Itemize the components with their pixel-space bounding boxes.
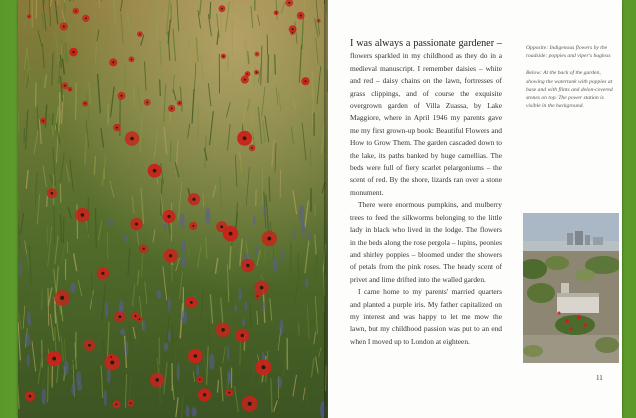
left-page-photo-poppy-field xyxy=(18,0,328,418)
caption-below: Below: At the back of the garden, showing the watertank with poppies at base and with flints and delon-covered stones on top. The power station is visible in the background. xyxy=(526,70,613,110)
body-text xyxy=(350,38,502,348)
garden-inset-photo xyxy=(523,213,619,363)
book-spread xyxy=(18,0,622,418)
paragraph-3: I came home to my parents' married quarters and planted a purple iris. My father capitalized on my interest and was happy to let me mow the lawn, but my childhood passion was put to an end when I moved up to London at eighteen. xyxy=(350,287,502,346)
paragraph-1 xyxy=(350,38,502,199)
caption-column xyxy=(526,44,614,119)
paragraph-text: flowers sparkled in my childhood as they do in a medieval manuscript. I remember daisies – white and red – daisy chains on the lawn, fortresses of grass clippings, and of course the exquisite overgrown garden of Villa Zuassa, by Lake Maggiore, where in April 1946 my parents gave me my first grown-up book: Beautiful Flowers and How to Grow Them. The garden cascaded down to the lake, its paths banked by huge camellias. The beds were full of fiery scarlet pelargoniums – the scent of red. By the shore, lizards ran over a stone monument. xyxy=(350,51,502,197)
right-page xyxy=(328,0,622,418)
poppy-field-photo xyxy=(18,0,328,418)
caption-opposite: Opposite: Indigenous flowers by the roadside: poppies and viper's bugloss xyxy=(526,45,611,60)
paragraph-lead: I was always a passionate gardener – xyxy=(350,38,502,49)
garden-photo xyxy=(523,213,619,363)
page-number: 11 xyxy=(596,374,603,382)
paragraph-2: There were enormous pumpkins, and mulberry trees to feed the silkworms belonging to the little lady in black who lived in the lodge. The flowers in the beds along the rose pergola – lupins, peonies and shirley poppies – bloomed under the showers of petals from the pink roses. The heady scent of privet and lime drifted into the walled garden. xyxy=(350,200,502,284)
